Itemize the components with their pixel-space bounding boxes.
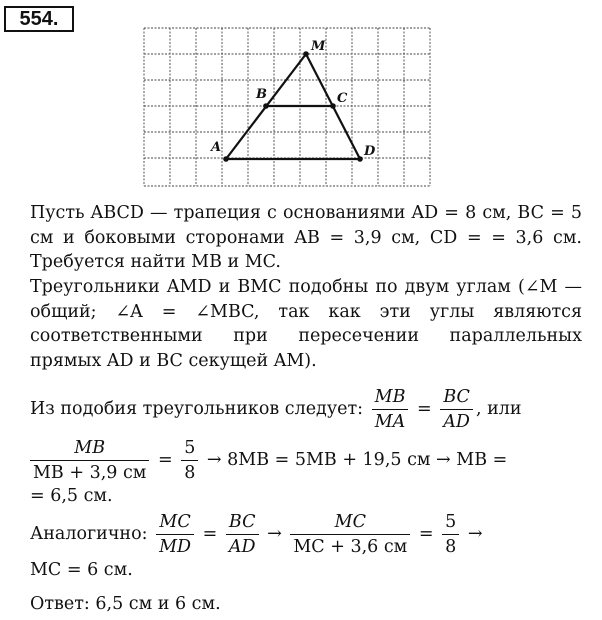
fraction-5-8-2: $\frac{5}{8}$ bbox=[442, 511, 459, 558]
fraction-MC-MD: $\frac{MC}{MD}$ bbox=[156, 511, 194, 558]
analog-prefix: Аналогично: bbox=[30, 524, 148, 544]
point-B bbox=[263, 103, 269, 109]
label-D: D bbox=[364, 144, 376, 159]
equation-rest: → 8MB = 5MB + 19,5 см → MB = bbox=[206, 450, 508, 470]
triangle-lines bbox=[226, 54, 360, 159]
paragraph-similarity: Треугольники AMD и BMC подобны по двум углам (∠M — общий; ∠A = ∠MBC, так как эти углы являются соответственными при пересечении параллельных прямых AD и BC секущей AM). bbox=[30, 277, 582, 371]
fraction-MC-sum: $\frac{MC}{MC + 3,6 см}$ bbox=[290, 511, 410, 558]
point-C bbox=[330, 103, 336, 109]
equation-line: $\frac{MB}{MB + 3,9 см}$ = $\frac{5}{8}$ → 8MB = 5MB + 19,5 см → MB = bbox=[30, 437, 507, 484]
point-A bbox=[223, 156, 229, 162]
label-B: B bbox=[256, 87, 267, 102]
fraction-MB-sum: $\frac{MB}{MB + 3,9 см}$ bbox=[30, 437, 149, 484]
fraction-BC-AD: $\frac{BC}{AD}$ bbox=[440, 386, 473, 433]
result-MC: MC = 6 см. bbox=[30, 560, 133, 580]
point-M bbox=[303, 51, 309, 57]
analog-line: Аналогично: $\frac{MC}{MD}$ = $\frac{BC}{AD}$ → $\frac{MC}{MC + 3,6 см}$ = $\frac{5}{8}$ → bbox=[30, 512, 483, 557]
fraction-5-8: $\frac{5}{8}$ bbox=[181, 437, 198, 484]
fraction-MB-MA: $\frac{MB}{MA}$ bbox=[372, 386, 409, 433]
fraction-BC-AD-2: $\frac{BC}{AD}$ bbox=[226, 511, 259, 558]
trapezoid-figure bbox=[0, 0, 602, 200]
problem-number: 554. bbox=[4, 6, 74, 32]
label-C: C bbox=[337, 91, 348, 106]
result-MB: = 6,5 см. bbox=[30, 486, 113, 506]
paragraph-given: Пусть ABCD — трапеция с основаниями AD = 8 см, BC = 5 см и боковыми сторонами AB = 3,9 см, CD = = 3,6 см. Требуется найти MB и MC. bbox=[30, 203, 582, 272]
label-A: A bbox=[211, 140, 222, 155]
point-D bbox=[357, 156, 363, 162]
similarity-line: Из подобия треугольников следует: $\frac{MB}{MA}$ = $\frac{BC}{AD}$ , или bbox=[30, 387, 522, 432]
answer-line: Ответ: 6,5 см и 6 см. bbox=[30, 594, 221, 614]
label-M: M bbox=[311, 39, 326, 54]
similarity-prefix: Из подобия треугольников следует: bbox=[30, 399, 364, 419]
